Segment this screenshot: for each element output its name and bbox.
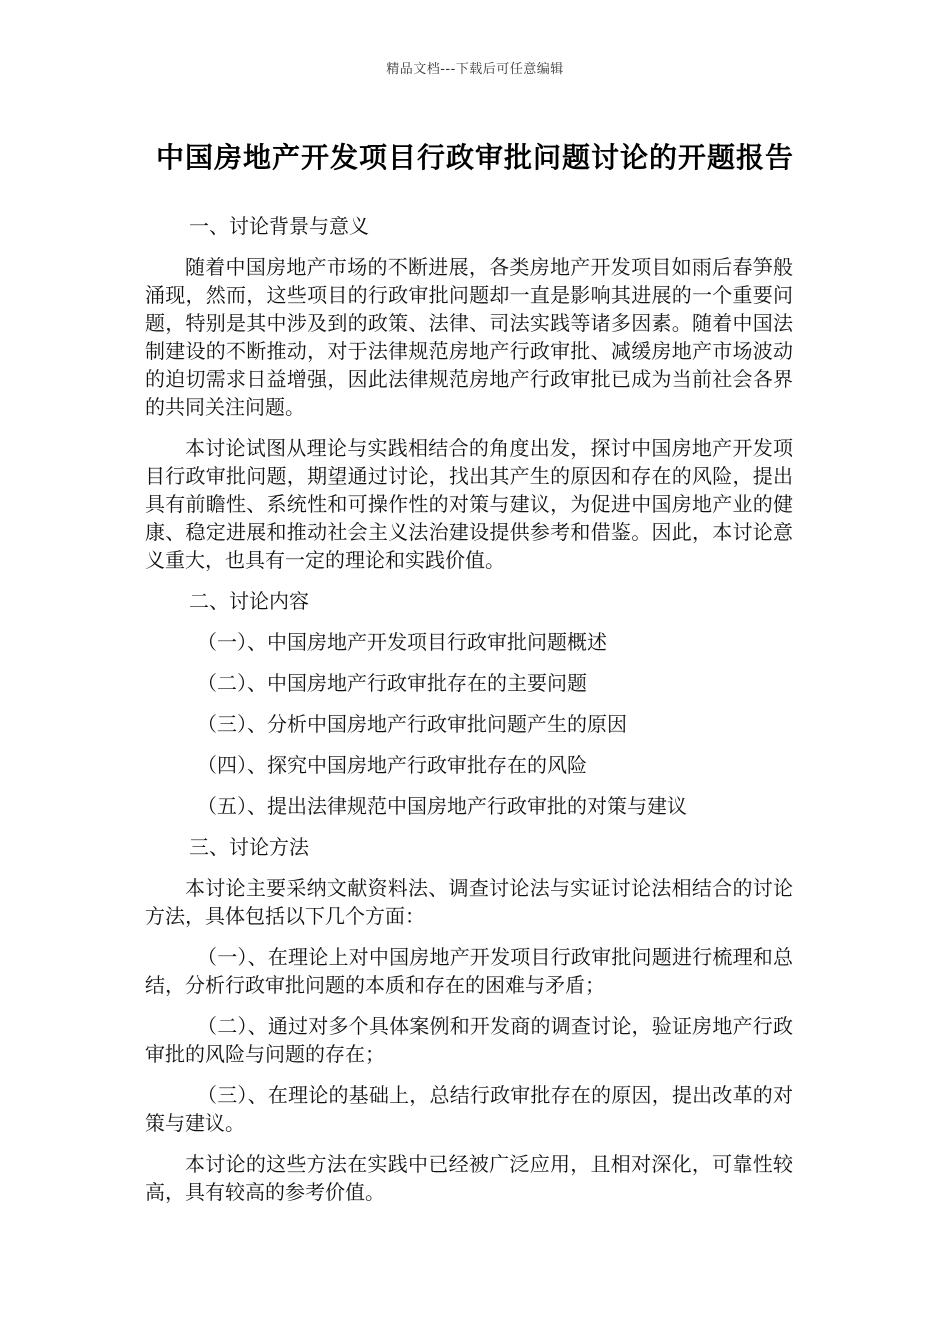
header-note: 精品文档---下载后可任意编辑 [386, 62, 564, 77]
paragraph-method-conclusion: 本讨论的这些方法在实践中已经被广泛应用，且相对深化，可靠性较高，具有较高的参考价值。 [145, 1152, 793, 1204]
document-title: 中国房地产开发项目行政审批问题讨论的开题报告 [155, 141, 794, 174]
content-item: （一）、中国房地产开发项目行政审批问题概述 [197, 630, 607, 654]
section-heading-content: 二、讨论内容 [189, 589, 309, 613]
method-item: （一）、在理论上对中国房地产开发项目行政审批问题进行梳理和总结，分析行政审批问题的本质和存在的困难与矛盾； [145, 945, 793, 997]
section-heading-method: 三、讨论方法 [189, 835, 309, 859]
method-item: （三）、在理论的基础上，总结行政审批存在的原因，提出改革的对策与建议。 [145, 1083, 793, 1135]
paragraph-background-2: 本讨论试图从理论与实践相结合的角度出发，探讨中国房地产开发项目行政审批问题，期望通过讨论，找出其产生的原因和存在的风险，提出具有前瞻性、系统性和可操作性的对策与建议，为促进中国房地产业的健康、稳定进展和推动社会主义法治建设提供参考和借鉴。因此，本讨论意义重大，也具有一定的理论和实践价值。 [145, 436, 793, 572]
document-body [145, 212, 793, 1219]
paragraph-method-intro: 本讨论主要采纳文献资料法、调查讨论法与实证讨论法相结合的讨论方法，具体包括以下几个方面： [145, 876, 793, 928]
section-heading-background: 一、讨论背景与意义 [189, 214, 369, 238]
paragraph-background-1: 随着中国房地产市场的不断进展，各类房地产开发项目如雨后春笋般涌现，然而，这些项目的行政审批问题却一直是影响其进展的一个重要问题，特别是其中涉及到的政策、法律、司法实践等诸多因素。随着中国法制建设的不断推动，对于法律规范房地产行政审批、减缓房地产市场波动的迫切需求日益增强，因此法律规范房地产行政审批已成为当前社会各界的共同关注问题。 [145, 255, 793, 419]
content-item: （二）、中国房地产行政审批存在的主要问题 [197, 671, 587, 695]
content-item: （四）、探究中国房地产行政审批存在的风险 [197, 753, 587, 777]
method-item: （二）、通过对多个具体案例和开发商的调查讨论，验证房地产行政审批的风险与问题的存在； [145, 1014, 793, 1066]
content-item: （五）、提出法律规范中国房地产行政审批的对策与建议 [197, 794, 687, 818]
content-item: （三）、分析中国房地产行政审批问题产生的原因 [197, 712, 627, 736]
